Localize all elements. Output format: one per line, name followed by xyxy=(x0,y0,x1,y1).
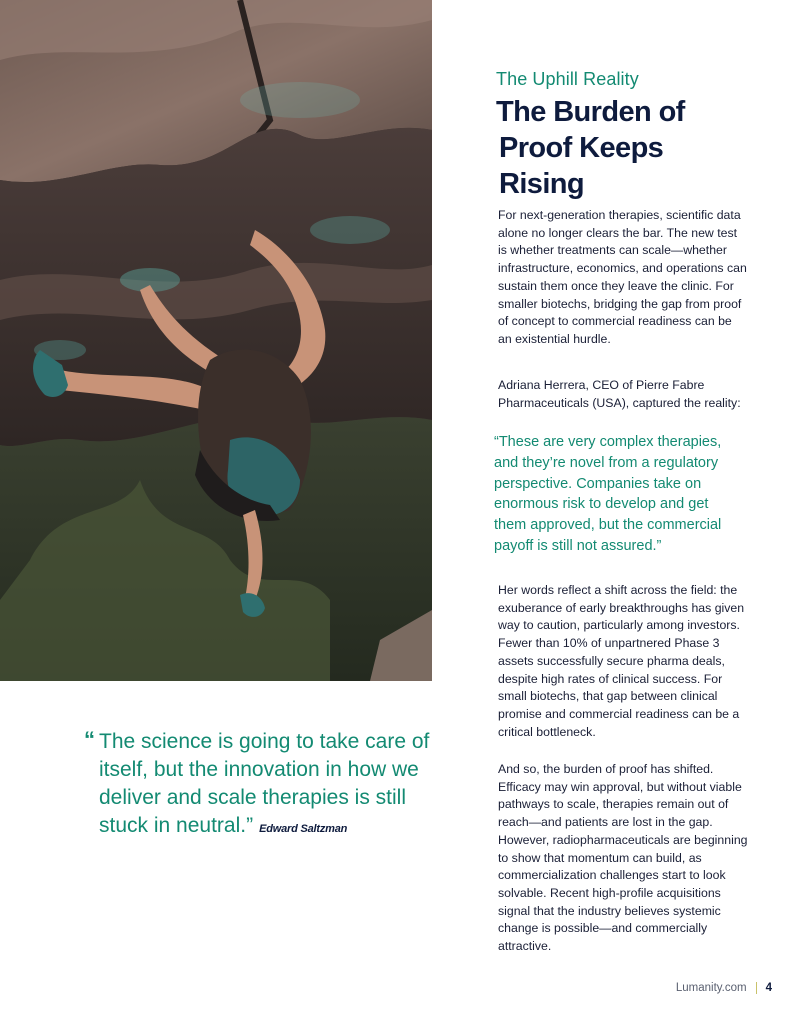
attribution-paragraph: Adriana Herrera, CEO of Pierre Fabre Pharmaceuticals (USA), captured the reality: xyxy=(498,378,741,410)
body-paragraph: And so, the burden of proof has shifted. Efficacy may win approval, but without viable pathways to scale, therapies remain out of reach—and patients are lost in the gap. However, radiopharmaceuticals are beginning to show that momentum can build, as commercialization challenges start to look solvable. Recent high-profile acquisitions signal that the industry believes systemic change is possible—and commercially attractive. xyxy=(498,762,748,954)
title-line: Rising xyxy=(499,168,585,200)
intro-paragraph: For next-generation therapies, scientific data alone no longer clears the bar. The new test is whether treatments can scale—whether infrastructure, economics, and operations can sustain them once they leave the clinic. For smaller biotechs, bridging the gap from proof of concept to commercial readiness can be an existential hurdle. xyxy=(498,208,747,346)
feature-quote-text: The science is going to take care of itself, but the innovation in how we deliver and scale therapies is still stuck in neutral.” xyxy=(99,730,430,837)
climber-photo xyxy=(0,0,432,681)
page-title xyxy=(496,94,776,202)
feature-quote xyxy=(84,728,444,843)
body-paragraph: Her words reflect a shift across the field: the exuberance of early breakthroughs has given way to caution, particularly among investors. Fewer than 10% of unpartnered Phase 3 assets successfully secure pharma deals, despite high rates of clinical success. For small biotechs, that gap between clinical promise and commercial readiness can be a critical bottleneck. xyxy=(498,583,745,739)
feature-quote-body xyxy=(84,728,444,843)
footer-site-link[interactable]: Lumanity.com xyxy=(675,982,747,994)
footer-divider xyxy=(756,982,757,994)
page-footer xyxy=(676,982,772,994)
title-line: Proof Keeps xyxy=(499,132,664,164)
title-line: The Burden of xyxy=(496,96,685,128)
pull-quote: “These are very complex therapies, and they’re novel from a regulatory perspective. Companies take on enormous risk to develop and get them approved, but the commercial payoff is still not assured.” xyxy=(494,434,722,554)
section-eyebrow: The Uphill Reality xyxy=(496,69,639,89)
quote-mark-icon: “ xyxy=(84,727,95,752)
page-number: 4 xyxy=(765,982,772,994)
quote-author: Edward Saltzman xyxy=(259,823,348,835)
